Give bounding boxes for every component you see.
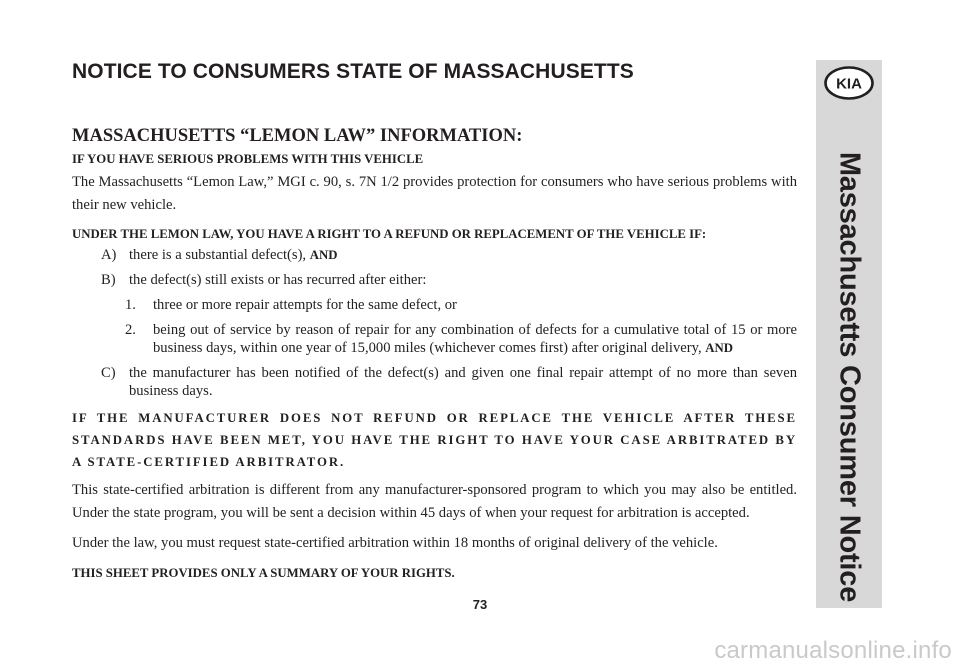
summary-note: THIS SHEET PROVIDES ONLY A SUMMARY OF YOUR RIGHTS. bbox=[72, 566, 455, 580]
section-heading: MASSACHUSETTS “LEMON LAW” INFORMATION: bbox=[72, 126, 523, 146]
page-title: NOTICE TO CONSUMERS STATE OF MASSACHUSETTS bbox=[72, 60, 634, 83]
watermark: carmanualsonline.info bbox=[714, 637, 952, 664]
list-text: three or more repair attempts for the same defect, or bbox=[153, 297, 457, 313]
list-text: there is a substantial defect(s), AND bbox=[129, 247, 338, 263]
list-item bbox=[72, 296, 797, 314]
page-number: 73 bbox=[472, 597, 488, 612]
list-marker: C) bbox=[101, 365, 116, 381]
condition-list bbox=[72, 246, 797, 400]
sub-heading: IF YOU HAVE SERIOUS PROBLEMS WITH THIS VEHICLE bbox=[72, 152, 424, 166]
intro-paragraph: The Massachusetts “Lemon Law,” MGI c. 90, s. 7N 1/2 provides protection for consumers who have serious problems with their new vehicle. bbox=[72, 174, 797, 213]
notice-content bbox=[72, 124, 797, 585]
and-keyword: AND bbox=[705, 341, 733, 355]
deadline-paragraph: Under the law, you must request state-certified arbitration within 18 months of original delivery of the vehicle. bbox=[72, 535, 718, 551]
list-marker: 2. bbox=[125, 322, 136, 338]
list-item bbox=[72, 246, 797, 264]
list-marker: A) bbox=[101, 247, 117, 263]
kia-logo-icon bbox=[824, 66, 874, 100]
list-text: the manufacturer has been notified of the defect(s) and given one final repair attempt of no more than seven business days. bbox=[129, 365, 797, 399]
list-marker: 1. bbox=[125, 297, 136, 313]
list-marker: B) bbox=[101, 272, 116, 288]
sidebar bbox=[816, 60, 882, 608]
list-text: the defect(s) still exists or has recurred after either: bbox=[129, 272, 427, 288]
condition-heading: UNDER THE LEMON LAW, YOU HAVE A RIGHT TO A REFUND OR REPLACEMENT OF THE VEHICLE IF: bbox=[72, 227, 707, 241]
list-text: being out of service by reason of repair for any combination of defects for a cumulative total of 15 or more business days, within one year of 15,000 miles (whichever comes first) after original delivery, AND bbox=[153, 322, 797, 356]
arbitration-paragraph: This state-certified arbitration is different from any manufacturer-sponsored program to which you may also be entitled. Under the state program, you will be sent a decision within 45 days of when your request for arbitration is accepted. bbox=[72, 482, 797, 521]
list-item bbox=[72, 321, 797, 357]
sidebar-title: Massachusetts Consumer Notice bbox=[833, 151, 866, 603]
arbitration-notice: IF THE MANUFACTURER DOES NOT REFUND OR REPLACE THE VEHICLE AFTER THESE STANDARDS HAVE BEEN MET, YOU HAVE THE RIGHT TO HAVE YOUR CASE ARBITRATED BY A STATE-CERTIFIED ARBITRATOR. bbox=[72, 411, 797, 469]
list-item bbox=[72, 271, 797, 289]
and-keyword: AND bbox=[309, 248, 338, 262]
list-item bbox=[72, 364, 797, 400]
logo-text: KIA bbox=[836, 75, 862, 93]
